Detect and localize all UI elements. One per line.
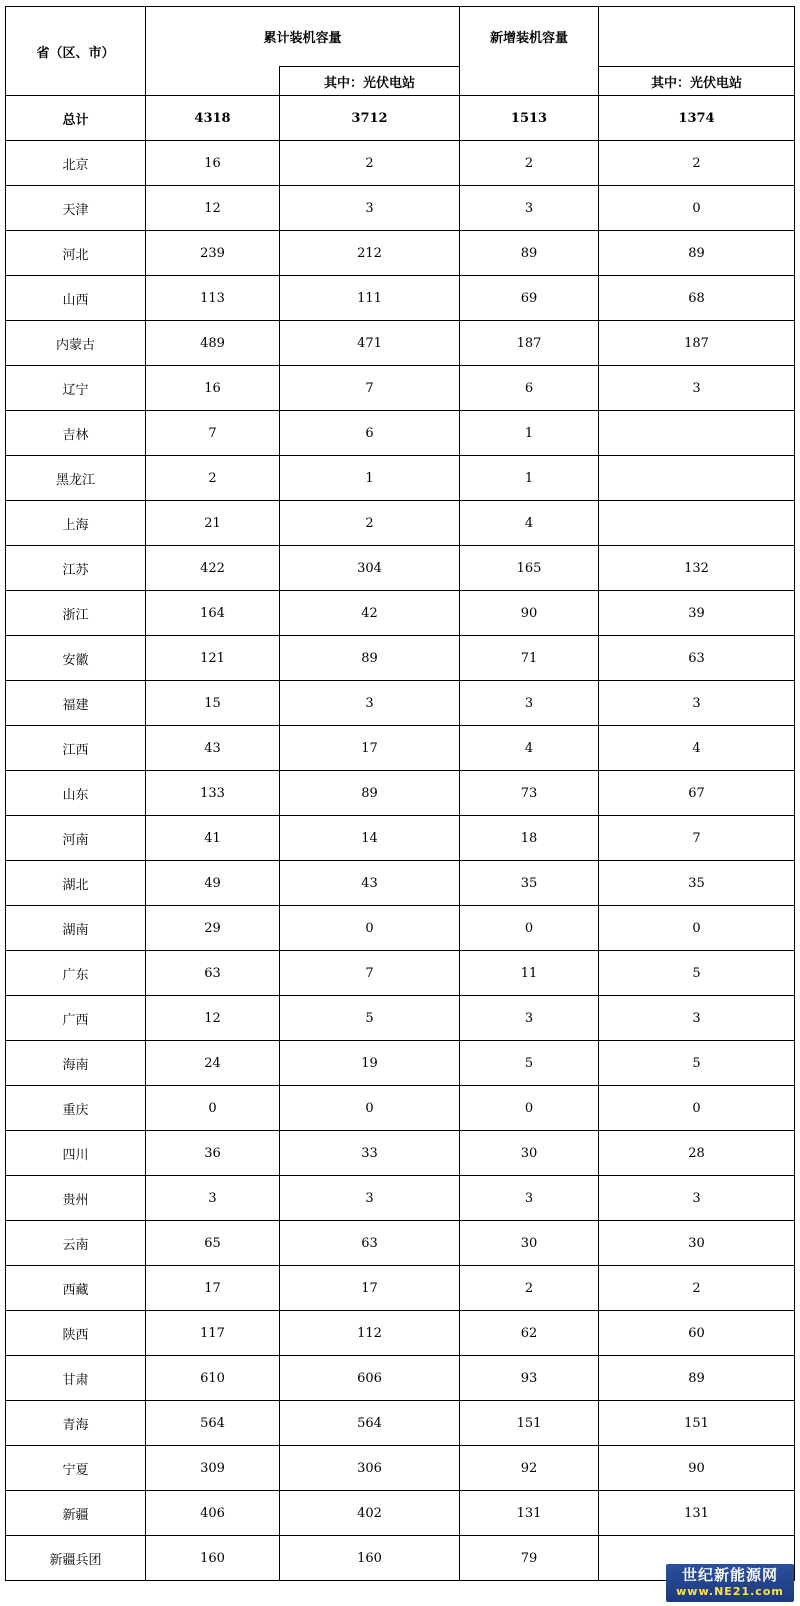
cell-cumulative-pv: 111 — [280, 276, 460, 321]
cell-new: 89 — [460, 231, 599, 276]
cell-cumulative: 489 — [146, 321, 280, 366]
cell-new-pv: 3 — [599, 681, 795, 726]
cell-cumulative-pv: 306 — [280, 1446, 460, 1491]
cell-new-pv: 0 — [599, 1086, 795, 1131]
cell-cumulative: 43 — [146, 726, 280, 771]
cell-new-pv: 2 — [599, 141, 795, 186]
cell-cumulative: 164 — [146, 591, 280, 636]
cell-cumulative-pv: 17 — [280, 1266, 460, 1311]
cell-new-pv: 90 — [599, 1446, 795, 1491]
total-new-pv: 1374 — [599, 96, 795, 141]
cell-cumulative-pv: 42 — [280, 591, 460, 636]
province-name: 四川 — [6, 1131, 146, 1176]
cell-new-pv: 30 — [599, 1221, 795, 1266]
cell-new: 11 — [460, 951, 599, 996]
province-name: 广东 — [6, 951, 146, 996]
cell-cumulative: 15 — [146, 681, 280, 726]
cell-cumulative: 0 — [146, 1086, 280, 1131]
cell-cumulative-pv: 89 — [280, 771, 460, 816]
table-row — [6, 1266, 795, 1311]
province-name: 陕西 — [6, 1311, 146, 1356]
cell-cumulative-pv: 63 — [280, 1221, 460, 1266]
cell-new-pv: 28 — [599, 1131, 795, 1176]
cell-cumulative: 422 — [146, 546, 280, 591]
province-name: 云南 — [6, 1221, 146, 1266]
cell-cumulative: 12 — [146, 996, 280, 1041]
cell-new-pv: 151 — [599, 1401, 795, 1446]
cell-cumulative: 2 — [146, 456, 280, 501]
table-row — [6, 321, 795, 366]
cell-cumulative-pv: 0 — [280, 1086, 460, 1131]
table-row — [6, 1311, 795, 1356]
province-name: 上海 — [6, 501, 146, 546]
table-row — [6, 1176, 795, 1221]
cell-new-pv: 187 — [599, 321, 795, 366]
header-cumulative-spacer — [146, 67, 280, 96]
cell-cumulative-pv: 212 — [280, 231, 460, 276]
table-row — [6, 501, 795, 546]
province-name: 内蒙古 — [6, 321, 146, 366]
table-row — [6, 591, 795, 636]
cell-cumulative: 41 — [146, 816, 280, 861]
cell-new-pv — [599, 501, 795, 546]
cell-new-pv: 60 — [599, 1311, 795, 1356]
cell-cumulative: 610 — [146, 1356, 280, 1401]
cell-new: 2 — [460, 1266, 599, 1311]
cell-cumulative: 309 — [146, 1446, 280, 1491]
header-cumulative-pv: 其中：光伏电站 — [280, 67, 460, 96]
cell-new-pv: 131 — [599, 1491, 795, 1536]
cell-cumulative: 160 — [146, 1536, 280, 1581]
province-name: 广西 — [6, 996, 146, 1041]
cell-new: 151 — [460, 1401, 599, 1446]
table-row — [6, 546, 795, 591]
total-cumulative-pv: 3712 — [280, 96, 460, 141]
table-row — [6, 861, 795, 906]
cell-cumulative: 16 — [146, 366, 280, 411]
cell-new-pv: 35 — [599, 861, 795, 906]
cell-new: 30 — [460, 1131, 599, 1176]
table-row — [6, 951, 795, 996]
cell-cumulative-pv: 3 — [280, 681, 460, 726]
cell-cumulative: 117 — [146, 1311, 280, 1356]
table-row — [6, 276, 795, 321]
cell-cumulative: 113 — [146, 276, 280, 321]
cell-new: 3 — [460, 996, 599, 1041]
table-row — [6, 1086, 795, 1131]
province-name: 辽宁 — [6, 366, 146, 411]
province-name: 浙江 — [6, 591, 146, 636]
province-name: 青海 — [6, 1401, 146, 1446]
cell-cumulative: 12 — [146, 186, 280, 231]
table-row — [6, 726, 795, 771]
province-name: 河北 — [6, 231, 146, 276]
table-row — [6, 681, 795, 726]
cell-cumulative-pv: 0 — [280, 906, 460, 951]
cell-cumulative-pv: 2 — [280, 141, 460, 186]
cell-new: 92 — [460, 1446, 599, 1491]
table-row — [6, 1446, 795, 1491]
table-row — [6, 771, 795, 816]
cell-cumulative: 63 — [146, 951, 280, 996]
cell-new: 69 — [460, 276, 599, 321]
cell-cumulative: 133 — [146, 771, 280, 816]
province-name: 山西 — [6, 276, 146, 321]
cell-cumulative: 21 — [146, 501, 280, 546]
cell-new-pv: 0 — [599, 186, 795, 231]
table-row — [6, 1356, 795, 1401]
header-new: 新增装机容量 — [460, 7, 599, 96]
cell-cumulative: 24 — [146, 1041, 280, 1086]
cell-cumulative: 29 — [146, 906, 280, 951]
cell-new: 4 — [460, 501, 599, 546]
province-name: 福建 — [6, 681, 146, 726]
cell-cumulative-pv: 160 — [280, 1536, 460, 1581]
cell-new-pv — [599, 411, 795, 456]
cell-cumulative: 406 — [146, 1491, 280, 1536]
cell-cumulative: 3 — [146, 1176, 280, 1221]
cell-cumulative: 239 — [146, 231, 280, 276]
province-name: 宁夏 — [6, 1446, 146, 1491]
cell-cumulative-pv: 564 — [280, 1401, 460, 1446]
cell-cumulative: 49 — [146, 861, 280, 906]
province-name: 黑龙江 — [6, 456, 146, 501]
cell-new: 73 — [460, 771, 599, 816]
total-label: 总计 — [6, 96, 146, 141]
table-row — [6, 1041, 795, 1086]
cell-new-pv: 5 — [599, 1041, 795, 1086]
province-name: 贵州 — [6, 1176, 146, 1221]
cell-new: 3 — [460, 186, 599, 231]
cell-cumulative: 17 — [146, 1266, 280, 1311]
cell-new: 62 — [460, 1311, 599, 1356]
cell-new: 1 — [460, 411, 599, 456]
table-row — [6, 906, 795, 951]
cell-cumulative-pv: 402 — [280, 1491, 460, 1536]
table-row — [6, 636, 795, 681]
cell-new: 79 — [460, 1536, 599, 1581]
province-name: 吉林 — [6, 411, 146, 456]
cell-new: 93 — [460, 1356, 599, 1401]
cell-new: 30 — [460, 1221, 599, 1266]
cell-new: 3 — [460, 681, 599, 726]
cell-new-pv: 2 — [599, 1266, 795, 1311]
table-row — [6, 996, 795, 1041]
cell-cumulative-pv: 7 — [280, 951, 460, 996]
table-row — [6, 816, 795, 861]
province-name: 河南 — [6, 816, 146, 861]
header-new-spacer — [599, 7, 795, 67]
cell-cumulative-pv: 1 — [280, 456, 460, 501]
cell-cumulative-pv: 7 — [280, 366, 460, 411]
cell-new-pv: 4 — [599, 726, 795, 771]
cell-new-pv: 3 — [599, 996, 795, 1041]
cell-cumulative-pv: 2 — [280, 501, 460, 546]
cell-cumulative: 65 — [146, 1221, 280, 1266]
cell-new: 5 — [460, 1041, 599, 1086]
cell-new-pv: 68 — [599, 276, 795, 321]
province-name: 重庆 — [6, 1086, 146, 1131]
cell-new: 4 — [460, 726, 599, 771]
table-row — [6, 1131, 795, 1176]
province-name: 新疆 — [6, 1491, 146, 1536]
cell-cumulative-pv: 43 — [280, 861, 460, 906]
cell-cumulative-pv: 606 — [280, 1356, 460, 1401]
cell-new-pv: 3 — [599, 1176, 795, 1221]
table-row — [6, 186, 795, 231]
cell-cumulative: 36 — [146, 1131, 280, 1176]
cell-new-pv: 67 — [599, 771, 795, 816]
cell-new: 0 — [460, 906, 599, 951]
total-new: 1513 — [460, 96, 599, 141]
province-name: 新疆兵团 — [6, 1536, 146, 1581]
cell-new: 1 — [460, 456, 599, 501]
province-name: 湖北 — [6, 861, 146, 906]
table-row — [6, 231, 795, 276]
cell-new-pv: 39 — [599, 591, 795, 636]
cell-cumulative-pv: 89 — [280, 636, 460, 681]
cell-new-pv — [599, 456, 795, 501]
province-name: 天津 — [6, 186, 146, 231]
cell-cumulative-pv: 5 — [280, 996, 460, 1041]
cell-new: 3 — [460, 1176, 599, 1221]
watermark-logo: 世纪新能源网 www.NE21.com — [666, 1564, 794, 1602]
header-province: 省（区、市） — [6, 7, 146, 96]
cell-new: 71 — [460, 636, 599, 681]
cell-new-pv: 63 — [599, 636, 795, 681]
cell-cumulative: 7 — [146, 411, 280, 456]
total-cumulative: 4318 — [146, 96, 280, 141]
cell-cumulative-pv: 304 — [280, 546, 460, 591]
table-row — [6, 411, 795, 456]
cell-new: 18 — [460, 816, 599, 861]
cell-cumulative: 564 — [146, 1401, 280, 1446]
cell-new-pv: 3 — [599, 366, 795, 411]
header-new-pv: 其中：光伏电站 — [599, 67, 795, 96]
table-row — [6, 1401, 795, 1446]
cell-new-pv: 89 — [599, 231, 795, 276]
cell-cumulative-pv: 471 — [280, 321, 460, 366]
table-row — [6, 1491, 795, 1536]
cell-cumulative-pv: 3 — [280, 1176, 460, 1221]
cell-new: 131 — [460, 1491, 599, 1536]
header-cumulative: 累计装机容量 — [146, 7, 460, 67]
cell-cumulative-pv: 19 — [280, 1041, 460, 1086]
cell-new: 165 — [460, 546, 599, 591]
capacity-table — [5, 6, 795, 1581]
province-name: 安徽 — [6, 636, 146, 681]
province-name: 甘肃 — [6, 1356, 146, 1401]
cell-new: 35 — [460, 861, 599, 906]
province-name: 西藏 — [6, 1266, 146, 1311]
cell-new-pv: 5 — [599, 951, 795, 996]
cell-cumulative: 16 — [146, 141, 280, 186]
cell-cumulative-pv: 6 — [280, 411, 460, 456]
cell-new-pv: 7 — [599, 816, 795, 861]
cell-cumulative-pv: 14 — [280, 816, 460, 861]
table-row — [6, 1221, 795, 1266]
cell-cumulative-pv: 112 — [280, 1311, 460, 1356]
cell-new: 90 — [460, 591, 599, 636]
cell-cumulative-pv: 33 — [280, 1131, 460, 1176]
province-name: 海南 — [6, 1041, 146, 1086]
table-row — [6, 456, 795, 501]
cell-cumulative-pv: 17 — [280, 726, 460, 771]
cell-cumulative: 121 — [146, 636, 280, 681]
cell-new: 6 — [460, 366, 599, 411]
province-name: 湖南 — [6, 906, 146, 951]
cell-cumulative-pv: 3 — [280, 186, 460, 231]
province-name: 江西 — [6, 726, 146, 771]
cell-new-pv: 0 — [599, 906, 795, 951]
table-row — [6, 366, 795, 411]
cell-new-pv: 89 — [599, 1356, 795, 1401]
province-name: 山东 — [6, 771, 146, 816]
cell-new-pv: 132 — [599, 546, 795, 591]
cell-new: 0 — [460, 1086, 599, 1131]
cell-new: 187 — [460, 321, 599, 366]
province-name: 江苏 — [6, 546, 146, 591]
total-row — [6, 96, 795, 141]
cell-new: 2 — [460, 141, 599, 186]
province-name: 北京 — [6, 141, 146, 186]
table-row — [6, 141, 795, 186]
